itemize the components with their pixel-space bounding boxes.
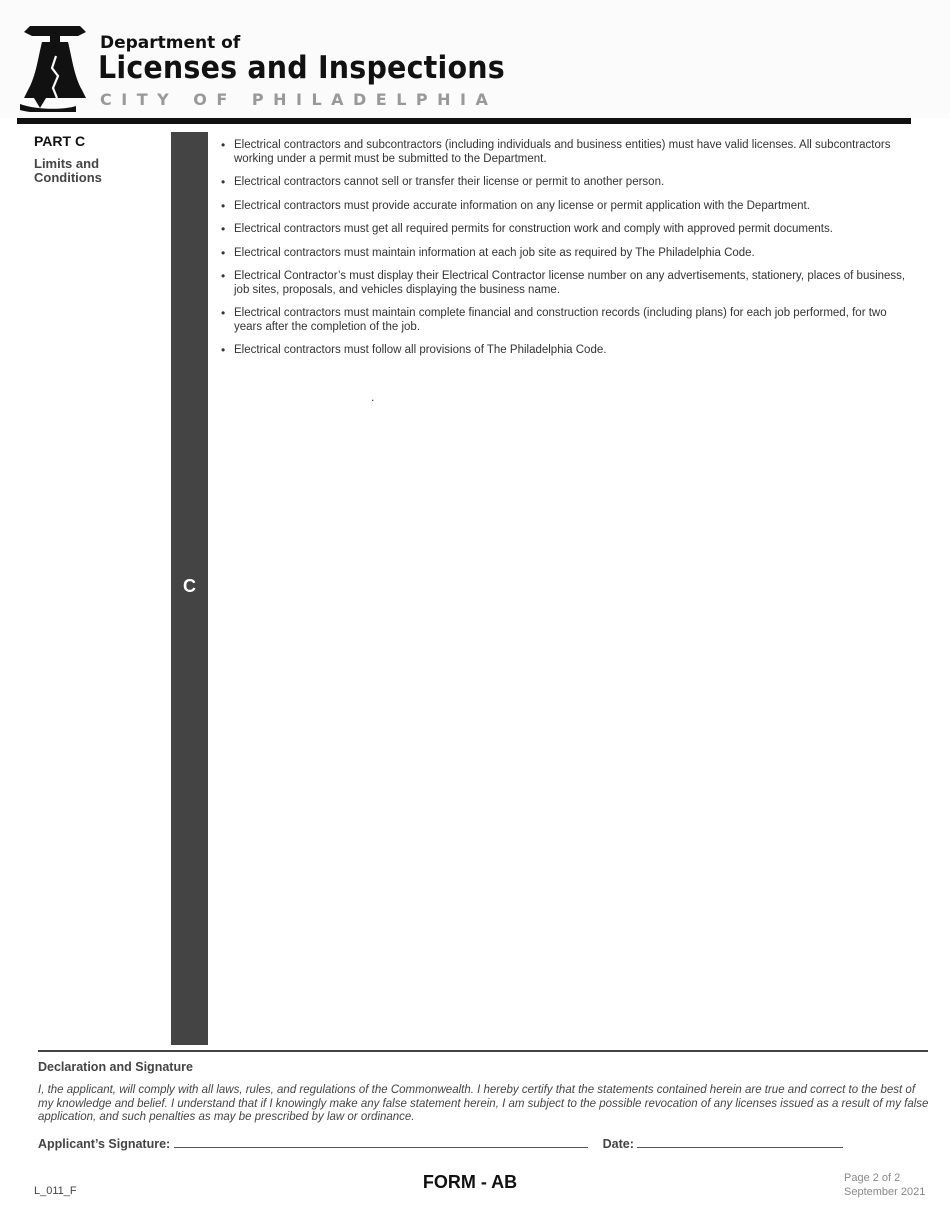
signature-label: Applicant’s Signature:: [38, 1137, 171, 1151]
list-item: • Electrical contractors cannot sell or transfer their license or permit to another person.: [220, 176, 910, 190]
form-code: L_011_F: [34, 1185, 77, 1197]
list-item: • Electrical contractors and subcontractors (including individuals and business entities) must have valid licenses. All subcontractors working under a permit must be submitted to the Department.: [220, 139, 910, 166]
revision-date: September 2021: [844, 1186, 926, 1198]
section-sidebar: [171, 132, 208, 1045]
declaration-divider: [38, 1050, 928, 1052]
list-item: • Electrical contractors must maintain information at each job site as required by The Philadelphia Code.: [220, 247, 910, 261]
list-item: • Electrical contractors must follow all provisions of The Philadelphia Code.: [220, 344, 910, 358]
form-name: FORM - AB: [422, 1172, 518, 1192]
declaration-text: I, the applicant, will comply with all laws, rules, and regulations of the Commonwealth. I hereby certify that the statements contained herein are true and correct to the best of my knowledge and belief. I understand that if I knowingly make any false statement herein, I am subject to the possible revocation of any licenses issued as a result of my false application, and such penalties as may be prescribed by law or ordinance.: [38, 1084, 929, 1123]
part-label: PART C: [34, 133, 86, 149]
city-line: CITY OF PHILADELPHIA: [100, 90, 498, 109]
list-item: • Electrical Contractor’s must display their Electrical Contractor license number on any advertisements, stationery, places of business, job sites, proposals, and vehicles displaying the business name.: [220, 270, 910, 297]
part-title: Limits and Conditions: [34, 156, 102, 185]
section-letter: C: [183, 576, 196, 596]
date-label: Date:: [602, 1137, 634, 1151]
signature-field[interactable]: [174, 1135, 588, 1148]
department-name: Licenses and Inspections: [98, 50, 505, 86]
list-item: • Electrical contractors must maintain complete financial and construction records (including plans) for each job performed, for two years after the completion of the job.: [220, 307, 910, 334]
header-divider: [17, 118, 911, 124]
page-number: Page 2 of 2: [844, 1172, 901, 1184]
department-prefix: Department of: [100, 33, 241, 53]
conditions-list: [220, 139, 910, 368]
liberty-bell-icon: [16, 22, 94, 112]
page-info: [844, 1171, 925, 1199]
page-header: [0, 0, 950, 118]
list-item: • Electrical contractors must provide accurate information on any license or permit application with the Department.: [220, 200, 910, 214]
stray-mark: .: [371, 390, 375, 404]
list-item: • Electrical contractors must get all required permits for construction work and comply with approved permit documents.: [220, 223, 910, 237]
declaration-title: Declaration and Signature: [38, 1060, 193, 1074]
date-field[interactable]: [637, 1135, 843, 1148]
signature-row: [38, 1135, 930, 1151]
